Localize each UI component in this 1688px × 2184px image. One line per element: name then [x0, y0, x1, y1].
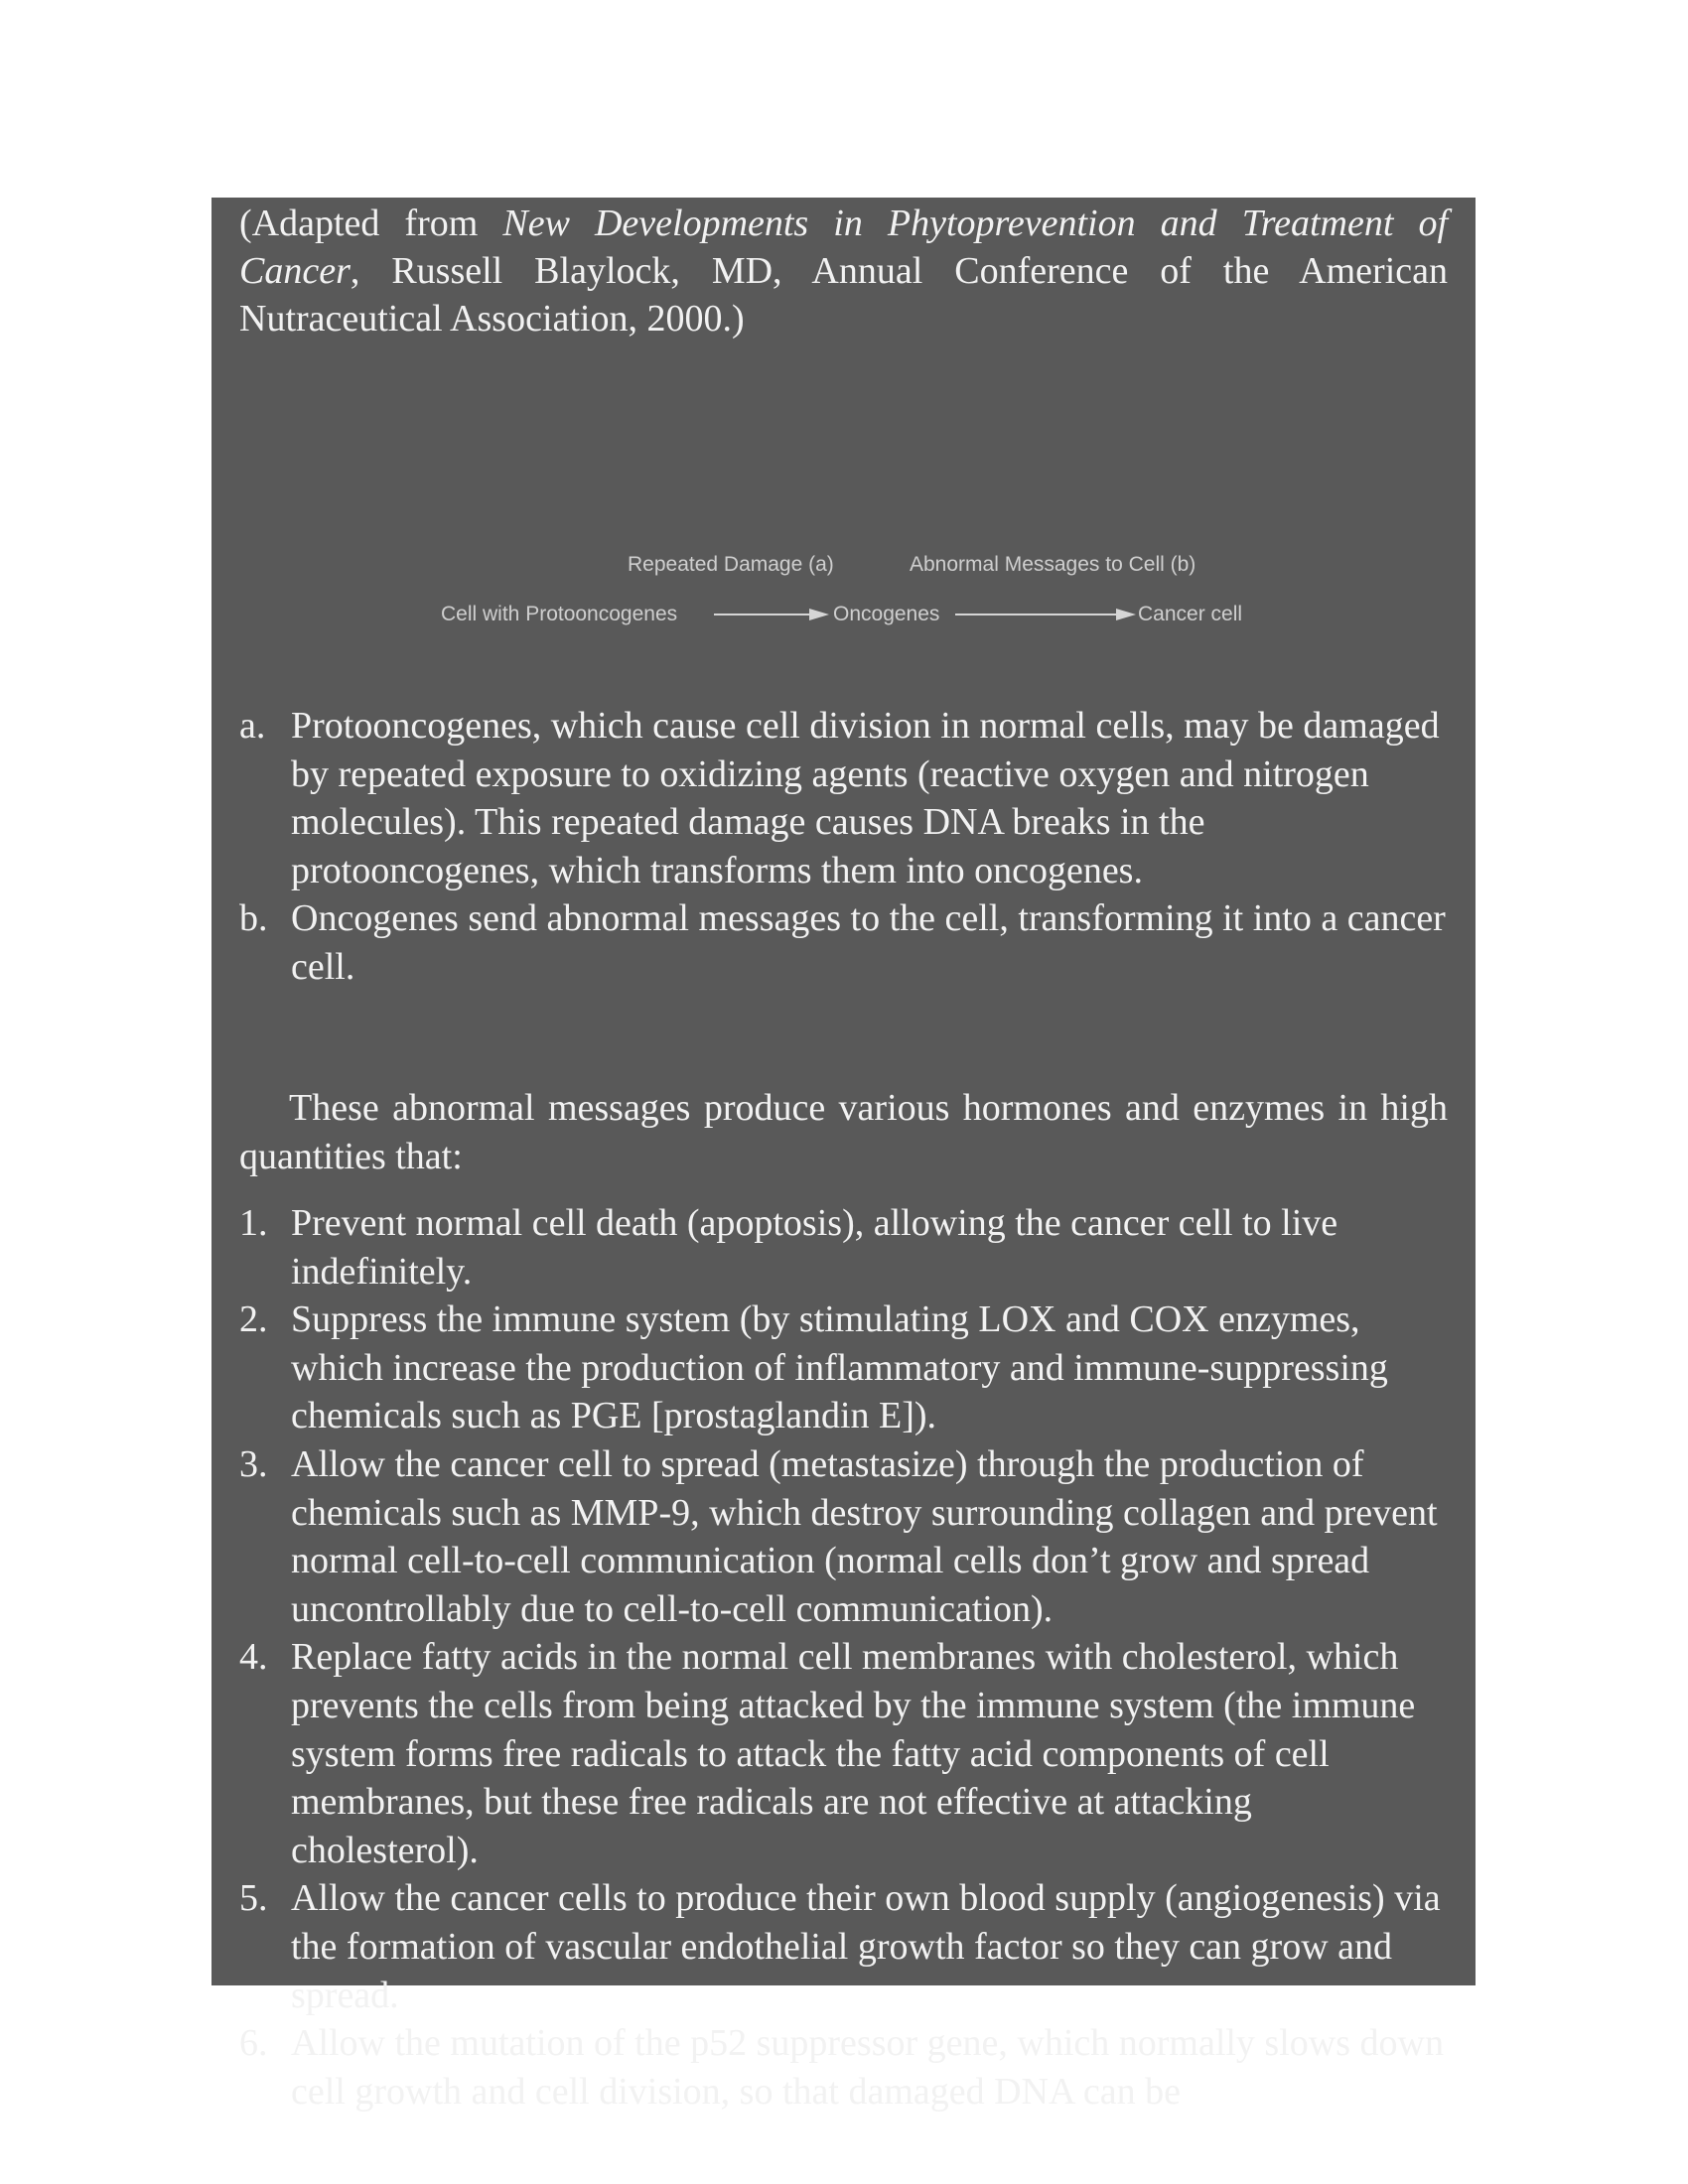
citation-suffix: , Russell Blaylock, MD, Annual Conference of the American Nutraceutical Association, 2000.) — [239, 250, 1448, 340]
notes-list — [239, 702, 1448, 992]
list-marker: 2. — [239, 1298, 268, 1341]
list-marker: 6. — [239, 2022, 268, 2065]
arrow-icon — [714, 609, 829, 620]
list-item-text: Prevent normal cell death (apoptosis), allowing the cancer cell to live indefinitely. — [291, 1202, 1338, 1293]
list-item — [239, 702, 1448, 894]
label-abnormal-messages: Abnormal Messages to Cell (b) — [910, 553, 1196, 576]
citation-prefix: (Adapted from — [239, 203, 503, 244]
list-item — [239, 2019, 1448, 2116]
list-marker: b. — [239, 897, 268, 940]
node-cancer-cell: Cancer cell — [1138, 603, 1243, 625]
list-marker: 5. — [239, 1877, 268, 1920]
list-item-text: Suppress the immune system (by stimulating LOX and COX enzymes, which increase the production of inflammatory and immune-suppressing chemicals such as PGE [prostaglandin E]). — [291, 1298, 1388, 1437]
list-item-text: Protooncogenes, which cause cell division in normal cells, may be damaged by repeated exposure to oxidizing agents (reactive oxygen and nitrogen molecules). This repeated damage causes DNA breaks in the protooncogenes, which transforms them into oncogenes. — [291, 705, 1440, 891]
list-marker: a. — [239, 705, 266, 747]
document-panel — [211, 198, 1476, 2113]
list-item — [239, 1874, 1448, 2019]
label-repeated-damage: Repeated Damage (a) — [628, 553, 834, 576]
list-item — [239, 1633, 1448, 1874]
list-marker: 1. — [239, 1202, 268, 1244]
list-marker: 4. — [239, 1636, 268, 1679]
list-marker: 3. — [239, 1442, 268, 1485]
arrow-icon — [955, 609, 1136, 620]
list-item-text: Replace fatty acids in the normal cell membranes with cholesterol, which prevents the cells from being attacked by the immune system (the immune system forms free radicals to attack the fatty acid components of cell membranes, but these free radicals are not effective at attacking cholesterol). — [291, 1636, 1416, 1871]
list-item — [239, 1440, 1448, 1633]
list-item — [239, 894, 1448, 991]
cancer-progression-diagram — [211, 533, 1476, 652]
list-item-text: Allow the cancer cell to spread (metastasize) through the production of chemicals such as MMP-9, which destroy surrounding collagen and prevent normal cell-to-cell communication (normal cells don’t grow and spread uncontrollably due to cell-to-cell communication). — [291, 1442, 1438, 1630]
intro-paragraph: These abnormal messages produce various hormones and enzymes in high quantities that: — [239, 1087, 1448, 1177]
list-item-text: Allow the cancer cells to produce their own blood supply (angiogenesis) via the formation of vascular endothelial growth factor so they can grow and spread. — [291, 1877, 1441, 2016]
node-cell-with-protooncogenes: Cell with Protooncogenes — [441, 603, 678, 625]
list-item-text: Allow the mutation of the p52 suppressor gene, which normally slows down cell growth and cell division, so that damaged DNA can be — [291, 2022, 1444, 2113]
list-item-text: Oncogenes send abnormal messages to the cell, transforming it into a cancer cell. — [291, 897, 1446, 988]
diagram-arrows — [211, 533, 1476, 652]
citation-title: New Developments in Phytoprevention and Treatment of Cancer — [239, 203, 1448, 292]
node-oncogenes: Oncogenes — [833, 603, 940, 625]
effects-list — [239, 1199, 1448, 2116]
list-item — [239, 1296, 1448, 1440]
list-item — [239, 1199, 1448, 1296]
citation — [239, 200, 1448, 342]
